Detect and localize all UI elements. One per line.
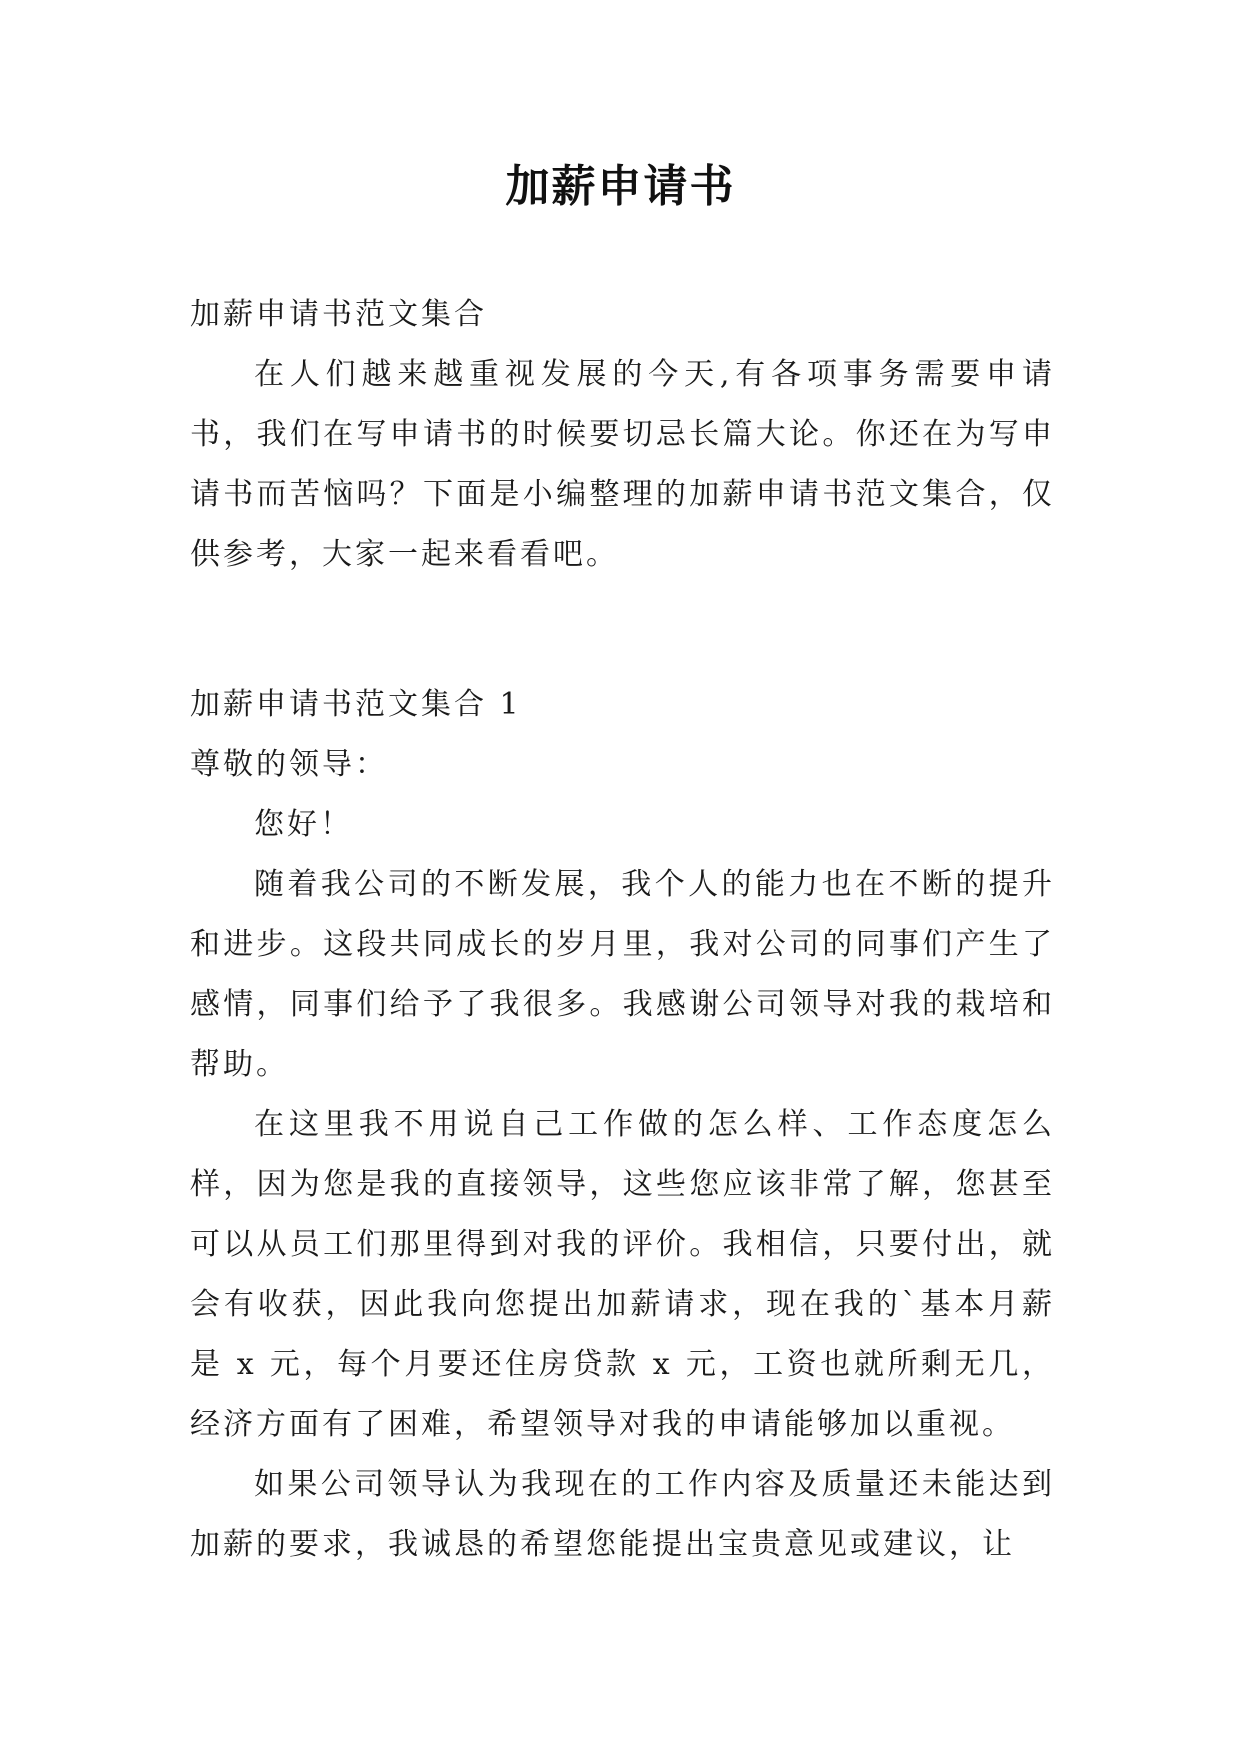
intro-paragraph: 在人们越来越重视发展的今天,有各项事务需要申请书，我们在写申请书的时候要切忌长篇大论。你还在为写申请书而苦恼吗？下面是小编整理的加薪申请书范文集合，仅供参考，大家一起来看看吧。 [190,357,1055,572]
body-paragraph: 随着我公司的不断发展，我个人的能力也在不断的提升和进步。这段共同成长的岁月里，我对公司的同事们产生了感情，同事们给予了我很多。我感谢公司领导对我的栽培和帮助。 [190,867,1055,1082]
salutation: 尊敬的领导： [190,747,388,782]
document-body [190,285,1055,1575]
greeting: 您好！ [254,807,353,842]
body-paragraph: 如果公司领导认为我现在的工作内容及质量还未能达到加薪的要求，我诚恳的希望您能提出宝贵意见或建议，让 [190,1467,1055,1562]
document-subtitle: 加薪申请书范文集合 [190,297,487,332]
section-gap [190,585,1055,675]
body-paragraph: 在这里我不用说自己工作做的怎么样、工作态度怎么样，因为您是我的直接领导，这些您应该非常了解，您甚至可以从员工们那里得到对我的评价。我相信，只要付出，就会有收获，因此我向您提出加薪请求，现在我的`基本月薪是 x 元，每个月要还住房贷款 x 元，工资也就所剩无几，经济方面有了困难，希望领导对我的申请能够加以重视。 [190,1107,1055,1442]
document-title: 加薪申请书 [505,161,736,212]
section-heading: 加薪申请书范文集合 1 [190,687,522,722]
